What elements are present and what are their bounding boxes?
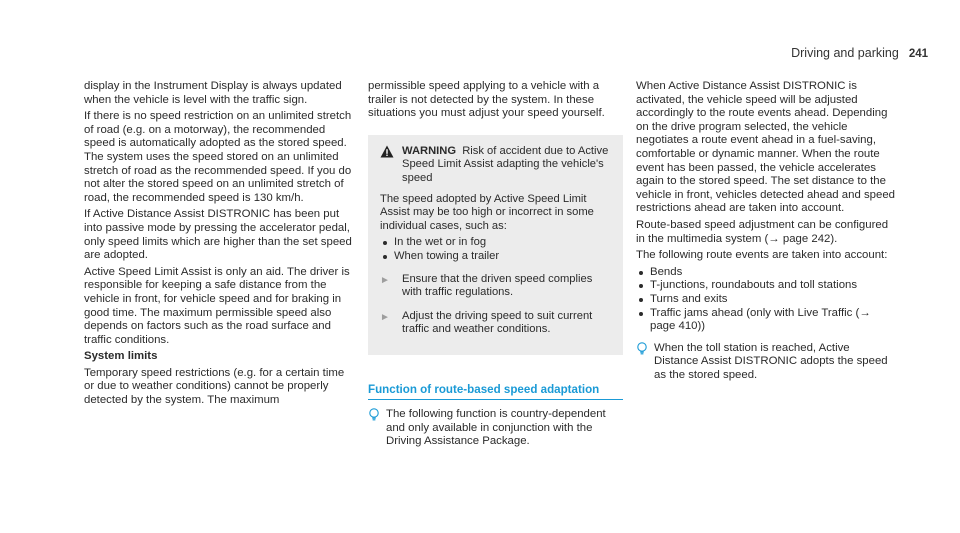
column-3 [636,80,896,382]
section-name: Driving and parking [791,46,899,60]
column-1 [84,80,354,411]
list-item: In the wet or in fog [380,236,611,249]
paragraph: display in the Instrument Display is always updated when the vehicle is level with the traffic sign. [84,80,342,106]
instruction-step [380,273,611,300]
note-text: When the toll station is reached, Active Distance Assist DISTRONIC adopts the speed as the stored speed. [654,341,888,381]
step-text: Adjust the driving speed to suit current traffic and weather conditions. [402,309,593,336]
section-title: Function of route-based speed adaptation [368,383,623,401]
list-item: Turns and exits [636,293,896,307]
step-text: Ensure that the driven speed complies with traffic regulations. [402,273,593,299]
info-note [636,342,896,383]
note-text: The following function is country-dependent and only available in conjunction with the Driving Assistance Package. [386,408,606,448]
warning-text: Risk of accident due to Active Speed Limit Assist adapting the vehicle's speed [402,144,609,184]
step-arrow-icon: ► [380,311,390,323]
paragraph: permissible speed applying to a vehicle with a trailer is not detected by the system. In these situations you must adjust your speed yourself. [368,80,605,120]
paragraph: Route-based speed adjustment can be configured in the multimedia system (→ page 242). [636,218,889,245]
system-limits-heading: System limits [84,350,158,363]
info-icon [636,342,654,355]
warning-list [380,236,611,263]
step-arrow-icon: ► [380,275,390,287]
list-item: Bends [636,266,896,280]
warning-body: The speed adopted by Active Speed Limit Assist may be too high or incorrect in some individual cases, such as: [380,193,594,232]
info-note [368,408,623,449]
paragraph: Temporary speed restrictions (e.g. for a certain time or due to weather conditions) cannot be properly detected by the system. The maximum [84,366,345,407]
paragraph: The following route events are taken into account: [636,249,888,262]
warning-title [380,145,611,185]
paragraph: When Active Distance Assist DISTRONIC is activated, the vehicle speed will be adjusted accordingly to the route events ahead. Depending on the drive program selected, the vehicle negotiates a route event ahead in a fuel-saving, comfortable or dynamic manner. When the route event has been passed, the vehicle accelerates again to the stored speed. The set distance to the vehicle in front, vehicles detected ahead and speed restrictions ahead are taken into account. [636,80,895,215]
route-events-list [636,266,896,334]
column-2 [368,80,623,449]
warning-triangle-icon [380,145,398,160]
warning-label: WARNING [402,144,457,157]
page-header [791,46,928,60]
paragraph: If there is no speed restriction on an unlimited stretch of road (e.g. on a motorway), the recommended speed is automatically adopted as the stored speed. The system uses the speed stored on an unlimited stretch of road as the recommended speed. If you do not alter the stored speed on an unlimited stretch of road, the recommended speed is 130 km/h. [84,110,352,204]
info-icon [368,408,386,421]
paragraph: Active Speed Limit Assist is only an aid. The driver is responsible for keeping a safe distance from the vehicle in front, for vehicle speed and for braking in good time. The maximum permissible speed also depends on factors such as the road surface and traffic conditions. [84,265,350,346]
instruction-step [380,310,611,337]
warning-box [368,135,623,355]
list-item: When towing a trailer [380,250,611,263]
paragraph: If Active Distance Assist DISTRONIC has been put into passive mode by pressing the accelerator pedal, only speed limits which are higher than the set speed are adopted. [84,208,352,262]
list-item: Traffic jams ahead (only with Live Traffic (→ page 410)) [636,307,896,334]
list-item: T-junctions, roundabouts and toll stations [636,279,896,293]
page-number: 241 [908,48,928,60]
